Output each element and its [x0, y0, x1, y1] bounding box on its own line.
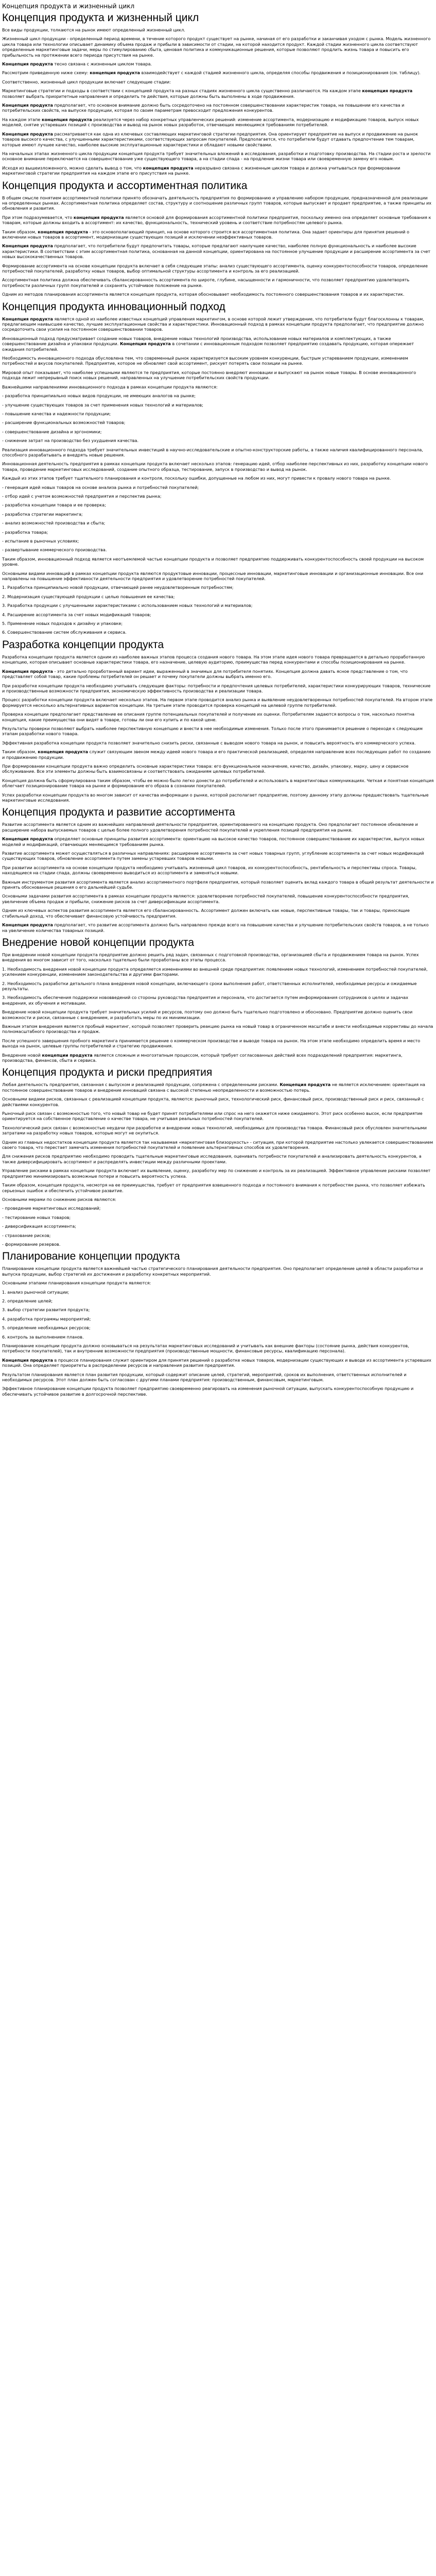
- paragraph: [2, 749, 434, 760]
- paragraph: [2, 79, 434, 84]
- text-run: неразрывно связана с жизненным циклом товара и должна учитываться при формировании маркетинговой стратегии предприятия на каждом этапе его присутствия на рынке.: [2, 165, 400, 176]
- article-section: [2, 639, 434, 803]
- section-title: Концепция продукта и развитие ассортимента: [2, 806, 235, 819]
- paragraph: [2, 1215, 434, 1220]
- paragraph: [2, 621, 434, 626]
- text-run: Основными видами инноваций в рамках концепции продукта являются продуктовые инновации, процессные инновации, маркетинговые инновации и организационные инновации. Все они направлены на повышение эффективности деятельности предприятия и удовлетворение потребностей покупателей.: [2, 570, 424, 582]
- text-run: - совершенствование дизайна и эргономики;: [2, 429, 102, 434]
- paragraph: [2, 103, 434, 113]
- text-run: Важным инструментом развития ассортимента является анализ ассортиментного портфеля предприятия, который позволяет оценить вклад каждого товара в общий результат деятельности и принять обоснованные решения о его дальнейшей судьбе.: [2, 879, 434, 890]
- article-section: [2, 806, 434, 933]
- text-run: взаимодействует с каждой стадией жизненного цикла, определяя способы продвижения и позиционирования (см. таблицу).: [140, 70, 421, 76]
- text-run: Исходя из вышеизложенного, можно сделать вывод о том, что: [2, 165, 143, 171]
- paragraph: [2, 151, 434, 162]
- article-section: [2, 12, 434, 176]
- paragraph: [2, 822, 434, 833]
- paragraph: [2, 520, 434, 526]
- text-run: Основными видами рисков, связанных с реализацией концепции продукта, являются: рыночный риск, технологический риск, финансовый риск, производственный риск и риск, связанный с действиями конкурентов.: [2, 1096, 424, 1107]
- paragraph: [2, 538, 434, 544]
- text-run: При формировании концепции продукта важно определить основные характеристики товара: его функциональное назначение, качество, дизайн, упаковку, марку, цену и сервисное обслуживание. Все эти элементы должны быть взаимосвязаны и соответствовать ожиданиям целевых потребителей.: [2, 763, 409, 774]
- text-run: Мировой опыт показывает, что наиболее успешными являются те предприятия, которые постоянно внедряют инновации и выпускают на рынок новые товары. В основе инновационного подхода лежит непрерывный поиск новых решений, направленных на улучшение потребительских свойств продукции.: [2, 369, 416, 381]
- text-run: 1. Разработка принципиально новой продукции, отвечающей ранее неудовлетворенным потребностям;: [2, 585, 234, 590]
- text-run: - разработка концепции товара и ее проверка;: [2, 502, 106, 508]
- text-run: Любая деятельность предприятия, связанная с выпуском и реализацией продукции, сопряжена с определенными рисками.: [2, 1082, 280, 1088]
- paragraph: [2, 669, 434, 680]
- text-run: Развитие ассортимента может осуществляться в различных направлениях: расширение ассортимента за счет новых товарных групп, углубление ассортимента за счет новых модификаций существующих товаров, обновление ассортимента путем замены устаревших товаров новыми.: [2, 851, 424, 861]
- paragraph: [2, 612, 434, 617]
- text-run: Основными мерами по снижению рисков являются:: [2, 1196, 116, 1202]
- paragraph: [2, 485, 434, 490]
- article-body: [2, 12, 434, 1397]
- paragraph: [2, 27, 434, 32]
- paragraph: [2, 530, 434, 535]
- text-run: в процессе планирования служит ориентиром для принятия решений о разработке новых товаров, модернизации существующих и выводе из ассортимента устаревших позиций. Она определяет приоритеты в распределении ресурсов и направления развития предприятия.: [2, 1357, 431, 1368]
- paragraph: [2, 131, 434, 147]
- paragraph: [2, 36, 434, 58]
- text-run: рассматривается как одна из ключевых составляющих маркетинговой стратегии предприятия. Она ориентирует предприятие на выпуск и продвижение на рынок товаров высокого качества, с улучшенными характеристиками, соответствующих запросам покупателей. Предполагается, что потребители будут отдавать предпочтение тем товарам, которые имеют лучшее качество, наиболее высокие эксплуатационные характеристики и обладают новыми свойствами.: [2, 131, 418, 147]
- text-run: Эффективная разработка концепции продукта позволяет значительно снизить риски, связанные с выводом нового товара на рынок, и повысить вероятность его коммерческого успеха.: [2, 740, 416, 745]
- paragraph: [2, 654, 434, 665]
- text-run: - разработка товара;: [2, 529, 48, 535]
- paragraph: [2, 61, 434, 66]
- text-run: Результатом планирования является план развития продукции, который содержит описание целей, стратегий, мероприятий, сроков их выполнения, ответственных исполнителей и необходимых ресурсов. Этот план должен быть согласован с другими планами предприятия: производственным, финансовым, маркетинговым.: [2, 1371, 407, 1383]
- paragraph: [2, 952, 434, 963]
- paragraph: [2, 585, 434, 590]
- paragraph: [2, 70, 434, 75]
- text-run: - анализ возможностей производства и сбыта;: [2, 520, 106, 526]
- bold-term: концепция продукта: [73, 214, 124, 220]
- paragraph: [2, 512, 434, 517]
- bold-term: концепция продукта: [41, 116, 92, 122]
- paragraph: [2, 411, 434, 416]
- text-run: Для снижения рисков предприятию необходимо проводить тщательные маркетинговые исследования, оценивать потребности покупателей и анализировать деятельность конкурентов, а также диверсифицировать ассортимент и распределять инвестиции между различными проектами.: [2, 1154, 422, 1164]
- section-title: Планирование концепции продукта: [2, 1250, 180, 1263]
- article-section: [2, 1066, 434, 1247]
- text-run: 1. Необходимость внедрения новой концепции продукта определяется изменениями во внешней среде предприятия: появлением новых технологий, изменением потребностей покупателей, усилением конкуренции, изменением законодательства и другими факторами.: [2, 966, 428, 977]
- page-heading: Концепция продукта и жизненный цикл: [2, 3, 135, 10]
- text-run: Основными задачами развития ассортимента в рамках концепции продукта являются: удовлетворение потребностей покупателей, повышение конкурентоспособности предприятия, увеличение объема продаж и прибыли, снижение рисков за счет диверсификации ассортимента.: [2, 893, 410, 904]
- paragraph: [2, 355, 434, 366]
- text-run: Маркетинговые стратегии и подходы в соответствии с концепцией продукта на разных стадиях жизненного цикла существенно различаются. На каждом этапе: [2, 88, 362, 94]
- text-run: При разработке концепции продукта необходимо учитывать следующие факторы: потребности и предпочтения целевых потребителей, характеристики конкурирующих товаров, технические и производственные возможности предприятия, экономическую эффективность производства и реализации товара.: [2, 683, 431, 693]
- section-title: Внедрение новой концепции продукта: [2, 936, 195, 948]
- bold-term: Концепция продукта: [2, 316, 53, 321]
- paragraph: [2, 1125, 434, 1136]
- text-run: определяет основные принципы развития ассортимента: ориентацию на высокое качество товаров, постоянное совершенствование их характеристик, выпуск новых моделей и модификаций, отвечающих меняющимся требованиям рынка.: [2, 836, 425, 847]
- paragraph: [2, 1053, 434, 1063]
- paragraph: [2, 1024, 434, 1035]
- text-run: Одним из ключевых аспектов развития ассортимента является его сбалансированность. Ассортимент должен включать как новые, перспективные товары, так и товары, приносящие стабильный доход, что обеспечивает финансовую устойчивость предприятия.: [2, 908, 410, 919]
- text-run: В общем смысле понятием ассортиментной политики принято обозначать деятельность предприятия по формированию и управлению набором продукции, предназначенной для реализации на определенных рынках. Ассортиментная политика определяет состав, структуру и соотношение различных групп товаров, которые выпускает и продает предприятие, а также принципы их обновления и развития.: [2, 195, 432, 211]
- text-run: - формирование резервов.: [2, 1241, 61, 1247]
- text-run: При внедрении новой концепции продукта предприятие должно решить ряд задач, связанных с подготовкой производства, организацией сбыта и продвижением товара на рынок. Успех внедрения во многом зависит от того, насколько тщательно были проработаны все этапы процесса.: [2, 952, 419, 963]
- paragraph: [2, 384, 434, 389]
- bold-term: концепция продукта: [90, 70, 141, 76]
- text-run: Процесс разработки концепции продукта включает несколько этапов. На первом этапе проводится анализ рынка и выявление неудовлетворенных потребностей покупателей. На втором этапе формируется несколько альтернативных вариантов концепции. На третьем этапе проводится проверка концепций на целевой группе потребителей.: [2, 697, 433, 708]
- text-run: Каждый из этих этапов требует тщательного планирования и контроля, поскольку ошибки, допущенные на любом из них, могут привести к провалу нового товара на рынке.: [2, 476, 391, 481]
- bold-term: Концепция продукта: [2, 243, 53, 249]
- text-run: в сочетании с инновационным подходом позволяет предприятию создавать продукцию, которая опережает ожидания потребителей.: [2, 341, 414, 352]
- section-title: Разработка концепции продукта: [2, 638, 164, 651]
- text-run: Развитие ассортимента является одним из важнейших направлений деятельности предприятия, ориентированного на концепцию продукта. Оно предполагает постоянное обновление и расширение набора выпускаемых товаров с целью более полного удовлетворения потребностей покупателей и укрепления позиций предприятия на рынке.: [2, 822, 418, 833]
- text-run: - генерация идей новых товаров на основе анализа рынка и потребностей покупателей;: [2, 484, 199, 490]
- paragraph: [2, 277, 434, 288]
- text-run: Планирование концепции продукта является важнейшей частью стратегического планирования деятельности предприятия. Оно предполагает определение целей в области разработки и выпуска продукции, выбор стратегий их достижения и разработку конкретных мероприятий.: [2, 1266, 423, 1277]
- paragraph: [2, 547, 434, 552]
- bold-term: концепции продукта: [42, 1052, 93, 1058]
- text-run: - проведение маркетинговых исследований;: [2, 1206, 101, 1211]
- paragraph: [2, 778, 434, 789]
- text-run: - улучшение существующих товаров за счет применения новых технологий и материалов;: [2, 402, 203, 408]
- paragraph: [2, 494, 434, 499]
- text-run: После успешного завершения пробного маркетинга принимается решение о коммерческом производстве и выводе товара на рынок. На этом этапе необходимо определить время и место выхода на рынок, целевые группы потребителей и стратегию продвижения.: [2, 1038, 421, 1049]
- paragraph: [2, 995, 434, 1006]
- text-run: Одним из методов планирования ассортимента является концепция продукта, которая обосновывает необходимость постоянного совершенствования товаров и их характеристик.: [2, 292, 405, 297]
- text-run: является одной из наиболее известных концепций управления маркетингом, в основе которой лежит утверждение, что потребители будут благосклонны к товарам, предлагающим наивысшее качество, лучшие эксплуатационные свойства и характеристики. Инновационный подход в рамках концепции продукта предполагает, что предприятие должно сосредоточить свои усилия на постоянном совершенствовании товаров.: [2, 316, 424, 332]
- text-run: 3. выбор стратегии развития продукта;: [2, 1307, 90, 1313]
- bold-term: концепция продукта: [143, 165, 194, 171]
- text-run: 4. разработка программы мероприятий;: [2, 1316, 91, 1321]
- text-run: - разработка стратегии маркетинга;: [2, 511, 83, 517]
- paragraph: [2, 571, 434, 582]
- text-run: 6. Совершенствование систем обслуживания и сервиса.: [2, 630, 127, 635]
- paragraph: [2, 1316, 434, 1321]
- article-section: [2, 937, 434, 1063]
- text-run: Ассортиментная политика должна обеспечивать сбалансированность ассортимента по широте, глубине, насыщенности и гармоничности, что позволяет предприятию удовлетворять потребности различных групп покупателей и сохранять устойчивое положение на рынке.: [2, 277, 410, 288]
- article-section: [2, 180, 434, 297]
- text-run: 6. контроль за выполнением планов.: [2, 1334, 84, 1340]
- section-title: Концепция продукта и жизненный цикл: [2, 12, 199, 24]
- text-run: предполагает, что развитие ассортимента должно быть направлено прежде всего на повышение качества и улучшение потребительских свойств товаров, а не только на увеличение количества товарных позиций.: [2, 922, 429, 933]
- paragraph: [2, 792, 434, 803]
- text-run: Таким образом, инновационный подход является неотъемлемой частью концепции продукта и позволяет предприятию поддерживать конкурентоспособность своей продукции на высоком уровне.: [2, 556, 424, 567]
- text-run: Одним из главных недостатков концепции продукта является так называемая «маркетинговая близорукость» - ситуация, при которой предприятие настолько увлекается совершенствованием своего товара, что перестает замечать изменения потребностей покупателей и появление альтернативных способов их удовлетворения.: [2, 1139, 433, 1150]
- paragraph: [2, 1082, 434, 1093]
- text-run: На каждом этапе: [2, 116, 42, 122]
- paragraph: [2, 967, 434, 977]
- text-run: Разработка концепции продукта является одним из наиболее важных этапов процесса создания нового товара. На этом этапе идея нового товара превращается в детально проработанную концепцию, которая описывает основные характеристики товара, его назначение, целевую аудиторию, преимущества перед конкурентами и способы позиционирования на рынке.: [2, 654, 425, 665]
- paragraph: [2, 603, 434, 608]
- text-run: не является исключением: ориентация на постоянное совершенствование товаров и внедрение инноваций связана с высокой степенью неопределенности и возможностью потерь.: [2, 1082, 425, 1093]
- text-run: является сложным и многоэтапным процессом, который требует согласованных действий всех подразделений предприятия: маркетинга, производства, финансов, сбыта и сервиса.: [2, 1052, 403, 1063]
- text-run: Важнейшими направлениями инновационного подхода в рамках концепции продукта являются:: [2, 384, 218, 389]
- text-run: - снижение затрат на производство без ухудшения качества.: [2, 438, 139, 444]
- text-run: 3. Разработка продукции с улучшенными характеристиками с использованием новых технологий и материалов;: [2, 603, 253, 608]
- paragraph: [2, 893, 434, 904]
- paragraph: [2, 88, 434, 99]
- text-run: - тестирование новых товаров;: [2, 1214, 71, 1220]
- text-run: Эффективное планирование концепции продукта позволяет предприятию своевременно реагировать на изменения рыночной ситуации, выпускать конкурентоспособную продукцию и обеспечивать устойчивое развитие в долгосрочной перспективе.: [2, 1386, 414, 1397]
- paragraph: [2, 1334, 434, 1340]
- text-run: Все виды продукции, толкаются на рынок имеют определенный жизненный цикл.: [2, 27, 185, 32]
- paragraph: [2, 1038, 434, 1049]
- text-run: Технологический риск связан с возможностью неудачи при разработке и внедрении новых технологий, необходимых для производства товара. Финансовый риск обусловлен значительными затратами на разработку новых товаров, которые могут не окупиться.: [2, 1125, 427, 1136]
- text-run: Управление рисками в рамках концепции продукта включает их выявление, оценку, разработку мер по снижению и контроль за их реализацией. Эффективное управление рисками позволяет предприятию минимизировать возможные потери и повысить вероятность успеха.: [2, 1168, 431, 1179]
- bold-term: Концепция продукта: [119, 341, 171, 347]
- paragraph: [2, 370, 434, 381]
- text-run: - развертывание коммерческого производства.: [2, 547, 107, 553]
- text-run: Формирование ассортимента на основе концепции продукта включает в себя следующие этапы: анализ существующего ассортимента, оценку конкурентоспособности товаров, определение потребностей покупателей, разработку новых товаров, выбор оптимальной структуры ассортимента и контроль за его реализацией.: [2, 263, 428, 274]
- section-title: Концепция продукта и риски предприятия: [2, 1066, 213, 1079]
- article-section: [2, 301, 434, 635]
- text-run: 2. определение целей;: [2, 1298, 53, 1303]
- paragraph: [2, 438, 434, 443]
- text-run: Важным этапом внедрения является пробный маркетинг, который позволяет проверить реакцию рынка на новый товар в ограниченном масштабе и внести необходимые коррективы до начала полномасштабного производства и продаж.: [2, 1023, 433, 1035]
- bold-term: Концепция продукта: [2, 836, 53, 842]
- paragraph: [2, 1290, 434, 1295]
- paragraph: [2, 1386, 434, 1397]
- paragraph: [2, 836, 434, 847]
- paragraph: [2, 420, 434, 425]
- article-section: [2, 1250, 434, 1397]
- text-run: При этом подразумевается, что: [2, 214, 74, 220]
- text-run: - диверсификация ассортимента;: [2, 1224, 76, 1229]
- text-run: Основными этапами планирования концепции продукта являются:: [2, 1280, 151, 1286]
- text-run: тесно связана с жизненным циклом товара.: [53, 61, 152, 67]
- bold-term: Концепция продукта: [2, 131, 53, 137]
- text-run: - разработка принципиально новых видов продукции, не имеющих аналогов на рынке;: [2, 393, 196, 399]
- paragraph: [2, 922, 434, 933]
- paragraph: [2, 1206, 434, 1211]
- text-run: Жизненный цикл продукции - определенный период времени, в течение которого продукт существует на рынке, начиная от его разработки и заканчивая уходом с рынка. Модель жизненного цикла товара или технологии описывает динамику объема продаж и прибыли в зависимости от стадии, на которой находится продукт. Каждой стадии жизненного цикла соответствуют определенные маркетинговые задачи, меры по стимулированию сбыта, ценовая политика и коммуникационные решения, которые позволяют продлить жизнь товара и повысить его прибыльность на протяжении всего периода присутствия на рынке.: [2, 36, 431, 58]
- text-run: - расширение функциональных возможностей товаров;: [2, 420, 126, 426]
- text-run: Реализация инновационного подхода требует значительных инвестиций в научно-исследовательские и опытно-конструкторские работы, а также наличия квалифицированного персонала, способного разрабатывать и внедрять новые решения.: [2, 447, 423, 457]
- text-run: 5. Применение новых подходов к дизайну и упаковке;: [2, 621, 123, 626]
- paragraph: [2, 336, 434, 352]
- bold-term: концепция продукта: [38, 229, 89, 234]
- paragraph: [2, 402, 434, 408]
- paragraph: [2, 1224, 434, 1229]
- paragraph: [2, 316, 434, 332]
- paragraph: [2, 1372, 434, 1383]
- text-run: Таким образом,: [2, 749, 38, 755]
- paragraph: [2, 263, 434, 274]
- text-run: предполагает, что потребители будут предпочитать товары, которые предлагают наилучшее качество, наиболее полную функциональность и наиболее высокие характеристики. В соответствии с этим ассортиментная политика, основанная на данной концепции, ориентирована на постоянное улучшение продукции и расширение ассортимента за счет новых высококачественных товаров.: [2, 243, 431, 260]
- text-run: 2. Необходимость разработки детального плана внедрения новой концепции, включающего сроки выполнения работ, ответственных исполнителей, необходимые ресурсы и ожидаемые результаты.: [2, 980, 417, 991]
- paragraph: [2, 1168, 434, 1179]
- paragraph: [2, 726, 434, 737]
- text-run: 2. Модернизация существующей продукции с целью повышения ее качества;: [2, 594, 175, 599]
- paragraph: [2, 1182, 434, 1193]
- text-run: Результаты проверки позволяют выбрать наиболее перспективную концепцию и внести в нее необходимые изменения. Только после этого принимается решение о переходе к следующим этапам разработки нового товара.: [2, 725, 423, 737]
- paragraph: [2, 1280, 434, 1285]
- bold-term: Концепция продукта: [2, 1357, 53, 1363]
- text-run: - это детально проработанный вариант идеи, выраженный в значимых для потребителя понятиях. Концепция должна давать ясное представление о том, что представляет собой товар, какие проблемы потребителей он решает и почему покупатели должны выбрать именно его.: [2, 668, 408, 680]
- text-run: Инновационная деятельность предприятия в рамках концепции продукта включает несколько этапов: генерацию идей, отбор наиболее перспективных из них, разработку концепции нового товара, проведение маркетинговых исследований, создание опытного образца, тестирование, запуск в производство и вывод на рынок.: [2, 461, 428, 472]
- text-run: - это основополагающий принцип, на основе которого строится вся ассортиментная политика. Она задает ориентиры для принятия решений о включении новых товаров в ассортимент, модернизации существующих позиций и исключении неэффективных товаров.: [2, 229, 410, 240]
- paragraph: [2, 1358, 434, 1368]
- bold-term: концепция продукта: [38, 749, 89, 755]
- text-run: позволяет выбрать приоритетные направления и определить те действия, которые должны быть выполнены в ходе продвижения.: [2, 93, 295, 99]
- text-run: Рыночный риск связан с возможностью того, что новый товар не будет принят потребителями или спрос на него окажется ниже ожидаемого. Этот риск особенно высок, если предприятие ориентируется на собственное представление о качестве товара, не учитывая реальных потребностей покупателей.: [2, 1111, 423, 1122]
- text-run: Соответственно, жизненный цикл продукции включает следующие стадии:: [2, 79, 171, 84]
- text-run: Инновационный подход предусматривает создание новых товаров, внедрение новых технологий производства, использование новых материалов и комплектующих, а также совершенствование дизайна и упаковки продукции.: [2, 335, 391, 347]
- text-run: Концепция должна быть сформулирована таким образом, чтобы ее можно было легко донести до потребителей и использовать в маркетинговых коммуникациях. Четкая и понятная концепция облегчает позиционирование товара на рынке и формирование его образа в сознании покупателей.: [2, 777, 434, 789]
- text-run: Планирование концепции продукта должно основываться на результатах маркетинговых исследований и учитывать как внешние факторы (состояние рынка, действия конкурентов, потребности покупателей), так и внутренние возможности предприятия (производственные мощности, финансовые ресурсы, квалификацию персонала).: [2, 1343, 409, 1354]
- paragraph: [2, 461, 434, 472]
- text-run: Внедрение новой концепции продукта требует значительных усилий и ресурсов, поэтому оно должно быть тщательно подготовлено и обосновано. Предприятие должно оценить свои возможности и риски, связанные с внедрением, и разработать меры по их минимизации.: [2, 1009, 413, 1020]
- paragraph: [2, 556, 434, 567]
- paragraph: [2, 908, 434, 919]
- paragraph: [2, 1096, 434, 1107]
- text-run: 5. определение необходимых ресурсов;: [2, 1325, 91, 1331]
- paragraph: [2, 165, 434, 176]
- bold-term: концепция продукта: [362, 88, 413, 94]
- paragraph: [2, 1233, 434, 1238]
- paragraph: [2, 1242, 434, 1247]
- paragraph: [2, 711, 434, 722]
- paragraph: [2, 229, 434, 240]
- bold-term: Концепция продукта: [2, 61, 53, 67]
- paragraph: [2, 1298, 434, 1303]
- text-run: предполагает, что основное внимание должно быть сосредоточено на постоянном совершенствовании характеристик товара, на повышении его качества и потребительских свойств, на выпуске продукции, которая по своим параметрам превосходит предложения конкурентов.: [2, 103, 405, 113]
- text-run: Рассмотрим приведенную ниже схему:: [2, 70, 90, 76]
- paragraph: [2, 851, 434, 861]
- section-title: Концепция продукта инновационный подход: [2, 300, 225, 313]
- paragraph: [2, 764, 434, 774]
- paragraph: [2, 1307, 434, 1312]
- text-run: 4. Расширение ассортимента за счет новых модификаций товаров;: [2, 612, 151, 617]
- bold-term: Концепция продукта: [2, 668, 53, 674]
- paragraph: [2, 215, 434, 226]
- paragraph: [2, 1140, 434, 1150]
- text-run: Успех разработки концепции продукта во многом зависит от качества информации о рынке, которой располагает предприятие, поэтому данному этапу должны предшествовать тщательные маркетинговые исследования.: [2, 792, 429, 803]
- bold-term: Концепция продукта: [2, 103, 53, 108]
- text-run: реализуется через набор конкретных управленческих решений: изменение ассортимента, модернизацию и модификацию товаров, выпуск новых моделей, снятие устаревших позиций с производства и вывод на рынок новых разработок, отвечающих меняющимся требованиям потребителей.: [2, 116, 419, 128]
- paragraph: [2, 1197, 434, 1202]
- paragraph: [2, 243, 434, 259]
- paragraph: [2, 697, 434, 708]
- paragraph: [2, 594, 434, 599]
- text-run: На начальных этапах жизненного цикла продукции концепция продукта требует значительных вложений в исследования, разработки и подготовку производства. На стадии роста и зрелости основное внимание переключается на совершенствование уже существующего товара, а на стадии спада - на продление жизни товара или своевременную замену его новым.: [2, 150, 431, 162]
- text-run: - испытание в рыночных условиях;: [2, 538, 79, 544]
- text-run: Таким образом, концепция продукта, несмотря на ее преимущества, требует от предприятия взвешенного подхода и постоянного внимания к потребностям рынка, что позволяет избежать серьезных ошибок и обеспечить устойчивое развитие.: [2, 1182, 425, 1193]
- paragraph: [2, 1111, 434, 1122]
- paragraph: [2, 292, 434, 297]
- paragraph: [2, 1009, 434, 1020]
- bold-term: Концепция продукта: [2, 922, 53, 928]
- paragraph: [2, 1325, 434, 1330]
- text-run: При развитии ассортимента на основе концепции продукта необходимо учитывать жизненный цикл товаров, их конкурентоспособность, рентабельность и перспективы спроса. Товары, находящиеся на стадии спада, должны своевременно выводиться из ассортимента и заменяться новыми.: [2, 865, 417, 876]
- text-run: Внедрение новой: [2, 1052, 42, 1058]
- paragraph: [2, 879, 434, 890]
- paragraph: [2, 1266, 434, 1277]
- paragraph: [2, 981, 434, 992]
- paragraph: [2, 502, 434, 507]
- text-run: Таким образом,: [2, 229, 38, 234]
- text-run: Проверка концепции предполагает представление ее описания группе потенциальных покупателей и получение их оценки. Потребителям задаются вопросы о том, насколько понятна концепция, какие преимущества они видят в товаре, готовы ли они его купить и по какой цене.: [2, 711, 415, 722]
- paragraph: [2, 447, 434, 458]
- paragraph: [2, 195, 434, 211]
- paragraph: [2, 1154, 434, 1164]
- bold-term: Концепция продукта: [280, 1082, 331, 1088]
- text-run: служит связующим звеном между идеей нового товара и его практической реализацией, определяя направление всех последующих работ по созданию и продвижению продукции.: [2, 749, 431, 760]
- text-run: является основой для формирования ассортиментной политики предприятия, поскольку именно она определяет основные требования к товарам, которые должны входить в ассортимент: их качество, функциональность, технический уровень и соответствие потребностям целевого рынка.: [2, 214, 431, 226]
- text-run: 3. Необходимость обеспечения поддержки нововведений со стороны руководства предприятия и персонала, что достигается путем информирования сотрудников о целях и задачах внедрения, их обучения и мотивации.: [2, 995, 408, 1006]
- text-run: - отбор идей с учетом возможностей предприятия и перспектив рынка;: [2, 493, 162, 499]
- paragraph: [2, 117, 434, 128]
- paragraph: [2, 683, 434, 694]
- paragraph: [2, 393, 434, 398]
- text-run: 1. анализ рыночной ситуации;: [2, 1289, 69, 1295]
- text-run: - страхование рисков;: [2, 1232, 51, 1238]
- paragraph: [2, 630, 434, 635]
- section-title: Концепция продукта и ассортиментная политика: [2, 179, 248, 192]
- paragraph: [2, 740, 434, 745]
- paragraph: [2, 1343, 434, 1354]
- paragraph: [2, 476, 434, 481]
- paragraph: [2, 429, 434, 434]
- text-run: Необходимость инновационного подхода обусловлена тем, что современный рынок характеризуется высоким уровнем конкуренции, быстрым устареванием продукции, изменением потребностей и вкусов покупателей. Предприятие, которое не обновляет свой ассортимент, рискует потерять свои позиции на рынке.: [2, 355, 408, 366]
- paragraph: [2, 865, 434, 876]
- text-run: - повышение качества и надежности продукции;: [2, 411, 111, 416]
